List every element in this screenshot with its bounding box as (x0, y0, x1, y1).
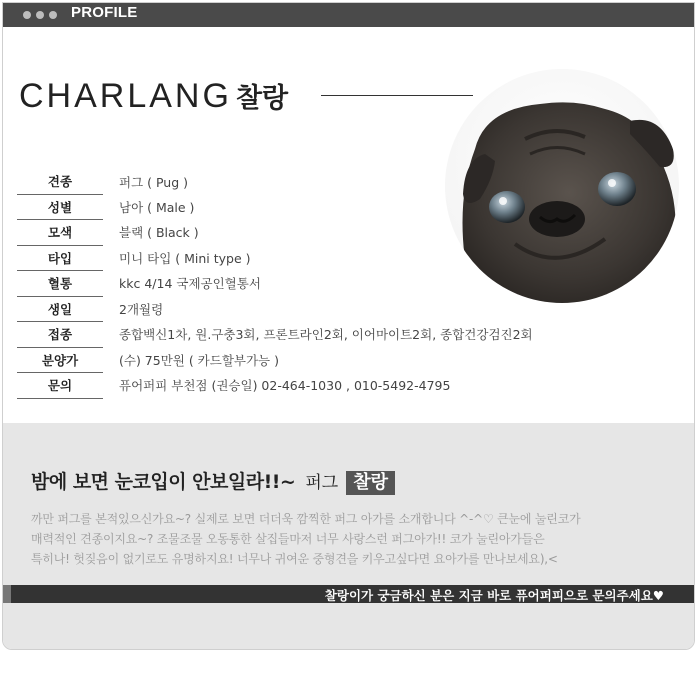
table-row (17, 347, 533, 373)
intro-description (31, 509, 681, 569)
header-bar (3, 3, 694, 27)
header-title: PROFILE (71, 4, 138, 21)
name-ko: 찰랑 (235, 83, 289, 114)
breed-text: 퍼그 (305, 473, 339, 493)
row-label: 성별 (17, 194, 103, 220)
row-value: 남아 ( Male ) (119, 199, 195, 215)
contact-banner (3, 585, 694, 603)
table-row (17, 373, 533, 399)
profile-table (17, 169, 533, 399)
table-row (17, 194, 533, 220)
row-label: 혈통 (17, 271, 103, 297)
row-label: 생일 (17, 296, 103, 322)
name-en: CHARLANG (19, 77, 232, 115)
row-value: 퍼그 ( Pug ) (119, 174, 188, 190)
table-row (17, 296, 533, 322)
row-value: 2개월령 (119, 301, 164, 317)
table-row (17, 322, 533, 348)
page-title (19, 76, 288, 116)
table-row (17, 245, 533, 271)
row-value: 미니 타입 ( Mini type ) (119, 250, 251, 266)
banner-text: 찰랑이가 궁금하신 분은 지금 바로 퓨어퍼피으로 문의주세요♥ (324, 588, 664, 603)
description-line: 매력적인 견종이지요~? 조물조물 오동통한 살집들마저 너무 사랑스런 퍼그아가!! 코가 눌린아가들은 (31, 532, 545, 546)
description-line: 특히나! 헛짖음이 없기로도 유명하지요! 너무나 귀여운 중형견을 키우고싶다면 요아가를 만나보세요),< (31, 552, 558, 566)
table-row (17, 169, 533, 194)
row-label: 견종 (17, 169, 103, 194)
intro-section (3, 423, 694, 649)
row-value: 종합백신1차, 원.구충3회, 프론트라인2회, 이어마이트2회, 종합건강검진2회 (119, 327, 533, 343)
intro-headline (31, 467, 395, 495)
profile-card (2, 2, 695, 650)
table-row (17, 220, 533, 246)
row-label: 모색 (17, 220, 103, 246)
row-label: 분양가 (17, 347, 103, 373)
price-value: (수) 75만원 ( 카드할부가능 ) (119, 352, 279, 368)
dots-icon (23, 11, 57, 19)
row-label: 문의 (17, 373, 103, 399)
contact-value: 퓨어퍼피 부천점 (권승일) 02-464-1030 , 010-5492-4795 (119, 378, 451, 394)
headline-text: 밤에 보면 눈코입이 안보일라!!~ (31, 471, 296, 493)
row-label: 접종 (17, 322, 103, 348)
title-divider (321, 95, 473, 96)
row-label: 타입 (17, 245, 103, 271)
name-badge: 찰랑 (346, 471, 395, 495)
row-value: kkc 4/14 국제공인혈통서 (119, 276, 261, 292)
table-row (17, 271, 533, 297)
description-line: 까만 퍼그를 본적있으신가요~? 실제로 보면 더더욱 깜찍한 퍼그 아가를 소개합니다 ^-^♡ 큰눈에 눌린코가 (31, 512, 581, 526)
row-value: 블랙 ( Black ) (119, 225, 199, 241)
